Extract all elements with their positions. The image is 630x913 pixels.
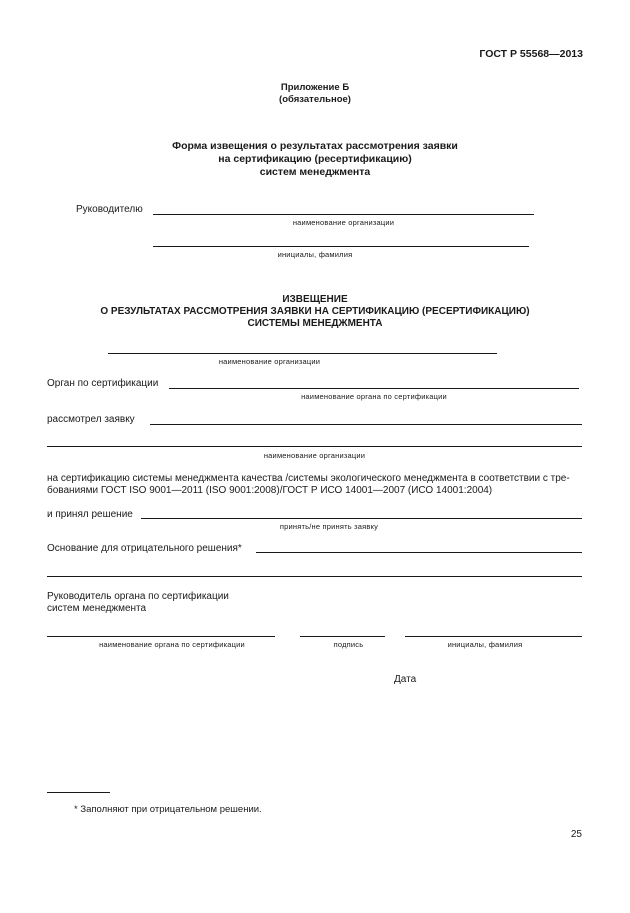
- decision-label: и принял решение: [47, 509, 133, 520]
- addressee-name-caption: инициалы, фамилия: [277, 250, 353, 259]
- reviewed-label: рассмотрел заявку: [47, 414, 135, 425]
- addressee-label: Руководителю: [76, 204, 143, 215]
- footnote-separator: [47, 792, 110, 793]
- grounds-label: Основание для отрицательного решения*: [47, 543, 242, 554]
- signatory-name-line[interactable]: [405, 636, 582, 637]
- cert-body-caption: наименование органа по сертификации: [301, 392, 447, 401]
- appendix-status: (обязательное): [279, 94, 351, 105]
- page-number: 25: [570, 829, 582, 840]
- applicant-org-caption: наименование организации: [263, 451, 366, 460]
- footnote-text: * Заполняют при отрицательном решении.: [74, 804, 262, 815]
- signatory-label-line2: систем менеджмента: [47, 603, 147, 614]
- scope-line2: бованиями ГОСТ ISO 9001—2011 (ISO 9001:2008)/ГОСТ Р ИСО 14001—2007 (ИСО 14001:2004): [47, 485, 493, 496]
- signature-caption: подпись: [333, 640, 364, 649]
- signatory-org-line[interactable]: [47, 636, 275, 637]
- notice-title-line3: СИСТЕМЫ МЕНЕДЖМЕНТА: [247, 318, 383, 329]
- grounds-line[interactable]: [256, 552, 582, 553]
- org-name-caption: наименование организации: [218, 357, 321, 366]
- form-title-line3: систем менеджмента: [259, 166, 371, 178]
- decision-caption: принять/не принять заявку: [279, 522, 379, 531]
- signatory-name-caption: инициалы, фамилия: [447, 640, 523, 649]
- scope-line1: на сертификацию системы менеджмента качества /системы экологического менеджмента в соответствии с тре-: [47, 473, 570, 484]
- notice-title-line2: О РЕЗУЛЬТАТАХ РАССМОТРЕНИЯ ЗАЯВКИ НА СЕРТИФИКАЦИЮ (РЕСЕРТИФИКАЦИЮ): [100, 306, 530, 317]
- notice-title-line1: ИЗВЕЩЕНИЕ: [282, 294, 348, 305]
- cert-body-label: Орган по сертификации: [47, 378, 159, 389]
- form-title-line2: на сертификацию (ресертификацию): [218, 153, 412, 165]
- addressee-org-line[interactable]: [153, 214, 534, 215]
- standard-code: ГОСТ Р 55568—2013: [479, 48, 583, 60]
- form-title-line1: Форма извещения о результатах рассмотрения заявки: [172, 140, 458, 152]
- addressee-org-caption: наименование организации: [292, 218, 395, 227]
- reviewed-line[interactable]: [150, 424, 582, 425]
- appendix-title: Приложение Б: [280, 82, 350, 93]
- grounds-line-2[interactable]: [47, 576, 582, 577]
- cert-body-line[interactable]: [169, 388, 579, 389]
- signatory-label-line1: Руководитель органа по сертификации: [47, 591, 229, 602]
- addressee-name-line[interactable]: [153, 246, 529, 247]
- date-label: Дата: [394, 674, 417, 685]
- applicant-org-line[interactable]: [47, 446, 582, 447]
- org-name-line[interactable]: [108, 353, 497, 354]
- signature-line[interactable]: [300, 636, 385, 637]
- decision-line[interactable]: [141, 518, 582, 519]
- signatory-org-caption: наименование органа по сертификации: [99, 640, 245, 649]
